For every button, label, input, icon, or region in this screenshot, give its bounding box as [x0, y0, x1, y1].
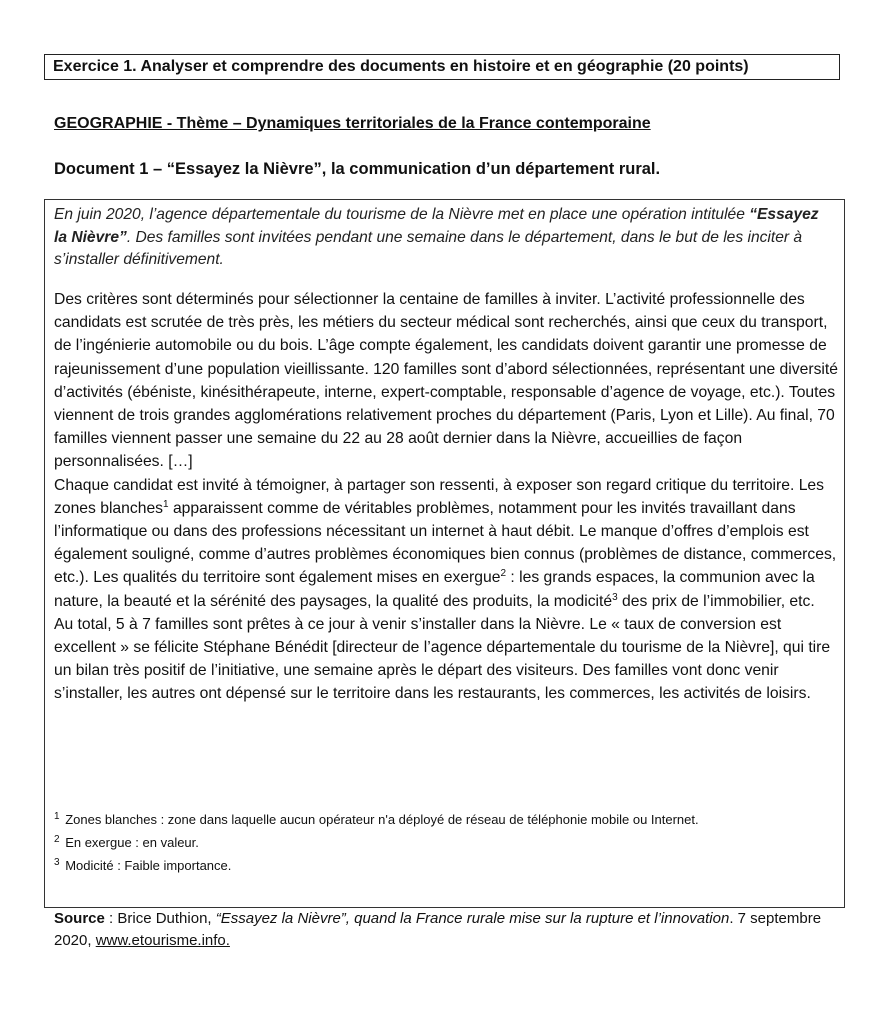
- paragraph-2-text-b: apparaissent comme de véritables problèmes, notamment pour les invités travaillant dans l’informatique ou dans des professions nécessitant un internet à haut débit. Le manque d’offres d’emplois est également souligné, comme d’autres problèmes économiques bien connus (problèmes de distance, commerces, etc.). Les qualités du territoire sont également mises en exergue: [54, 499, 837, 587]
- source-label: Source: [54, 910, 105, 927]
- source-author: : Brice Duthion,: [104, 910, 216, 927]
- footnote-ref-3: 3: [612, 591, 618, 603]
- paragraph-2-text-d: des prix de l’immobilier, etc.: [617, 592, 815, 610]
- exercise-title: Exercice 1. Analyser et comprendre des documents en histoire et en géographie (20 points): [44, 54, 840, 80]
- footnote-text: Modicité : Faible importance.: [65, 858, 232, 873]
- section-heading: GEOGRAPHIE - Thème – Dynamiques territoriales de la France contemporaine: [54, 115, 651, 132]
- document-body: [54, 288, 840, 706]
- footnote-ref-1: 1: [163, 498, 169, 510]
- footnote-number: 2: [54, 833, 60, 845]
- footnote-2: [54, 833, 834, 856]
- intro-text-start: En juin 2020, l’agence départementale du tourisme de la Nièvre met en place une opération intitulée: [54, 206, 750, 223]
- body-paragraph-2: [54, 474, 840, 613]
- footnote-text: En exergue : en valeur.: [65, 835, 199, 850]
- body-paragraph-3: Au total, 5 à 7 familles sont prêtes à ce jour à venir s’installer dans la Nièvre. Le « taux de conversion est excellent » se félicite Stéphane Bénédit [directeur de l’agence départementale du tourisme de la Nièvre], qui tire un bilan très positif de l’initiative, une semaine après le départ des visiteurs. Des familles vont donc venir s’installer, les autres ont dépensé sur le territoire dans les restaurants, les commerces, les activités de loisirs.: [54, 615, 831, 703]
- footnote-1: [54, 810, 834, 833]
- footnote-3: [54, 856, 834, 879]
- source-title: “Essayez la Nièvre”, quand la France rurale mise sur la rupture et l’innovation: [215, 910, 730, 927]
- intro-text-end: . Des familles sont invitées pendant une semaine dans le département, dans le but de les inciter à s’installer définitivement.: [54, 228, 803, 268]
- source-citation: [54, 908, 834, 952]
- paragraph-2-text-a: Chaque candidat est invité à témoigner, à partager son ressenti, à exposer son regard critique du territoire. Les zones blanches: [54, 476, 824, 517]
- intro-emphasis: “Essayez la Nièvre”: [54, 206, 819, 246]
- footnote-number: 1: [54, 810, 60, 822]
- document-heading: Document 1 – “Essayez la Nièvre”, la communication d’un département rural.: [54, 160, 661, 178]
- footnotes: [54, 810, 834, 879]
- source-link[interactable]: www.etourisme.info.: [95, 932, 230, 949]
- footnote-text: Zones blanches : zone dans laquelle aucun opérateur n'a déployé de réseau de téléphonie mobile ou Internet.: [65, 812, 699, 827]
- footnote-number: 3: [54, 856, 60, 868]
- body-paragraph-1: Des critères sont déterminés pour sélectionner la centaine de familles à inviter. L’activité professionnelle des candidats est scrutée de très près, les métiers du secteur médical sont recherchés, ainsi que ceux du transport, de l’ingénierie automobile ou du bois. L’âge compte également, les candidats doivent garantir une promesse de rajeunissement d’une population vieillissante. 120 familles sont d’abord sélectionnées, représentant une diversité d’activités (ébéniste, kinésithérapeute, interne, expert-comptable, responsable d’agence de voyage, etc.). Toutes viennent de trois grandes agglomérations relativement proches du département (Paris, Lyon et Lille). Au final, 70 familles viennent passer une semaine du 22 au 28 août dernier dans la Nièvre, accueillies de façon personnalisées. […]: [54, 291, 838, 471]
- paragraph-2-text-c: : les grands espaces, la communion avec la nature, la beauté et la sérénité des paysages, la qualité des produits, la modicité: [54, 569, 815, 610]
- source-date: . 7 septembre 2020,: [54, 910, 822, 949]
- document-intro: [54, 204, 834, 272]
- footnote-ref-2: 2: [500, 568, 507, 580]
